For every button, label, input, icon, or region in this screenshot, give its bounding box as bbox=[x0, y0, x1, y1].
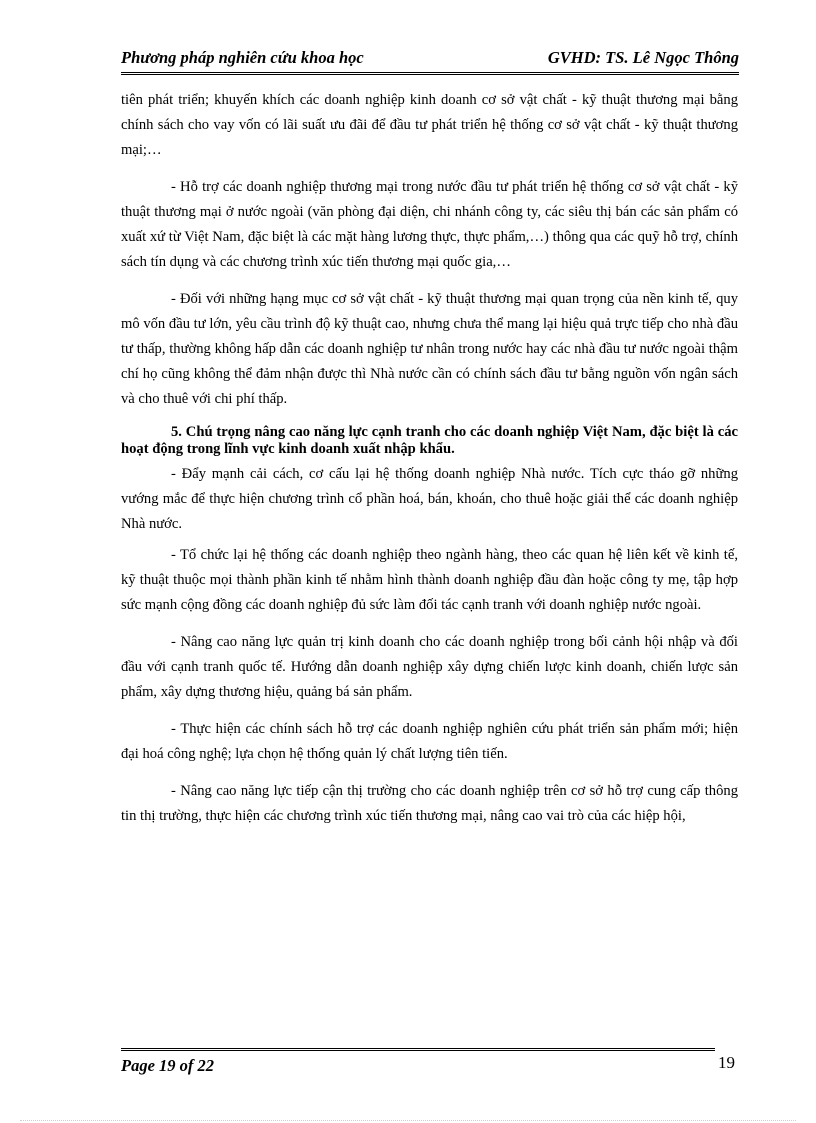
paragraph-management: - Nâng cao năng lực quản trị kinh doanh cho các doanh nghiệp trong bối cảnh hội nhập và đối đầu với cạnh tranh quốc tế. Hướng dẫn doanh nghiệp xây dựng chiến lược kinh doanh, chiến lược sản phẩm, xây dựng thương hiệu, quảng bá sản phẩm. bbox=[121, 634, 738, 700]
paragraph-support-overseas: - Hỗ trợ các doanh nghiệp thương mại trong nước đầu tư phát triển hệ thống cơ sở vật chất - kỹ thuật thương mại ở nước ngoài (văn phòng đại diện, chi nhánh công ty, các siêu thị bán các sản phẩm có xuất xứ từ Việt Nam, đặc biệt là các mặt hàng lương thực, thực phẩm,…) thông qua các quỹ hỗ trợ, chính sách tín dụng và các chương trình xúc tiến thương mại quốc gia,… bbox=[121, 179, 738, 270]
footer-page-label: Page 19 of 22 bbox=[121, 1056, 215, 1075]
paragraph-rnd-support: - Thực hiện các chính sách hỗ trợ các doanh nghiệp nghiên cứu phát triển sản phẩm mới; hiện đại hoá công nghệ; lựa chọn hệ thống quản lý chất lượng tiên tiến. bbox=[121, 721, 738, 762]
header-advisor: GVHD: TS. Lê Ngọc Thông bbox=[547, 48, 739, 67]
section-heading-5: 5. Chú trọng nâng cao năng lực cạnh tranh cho các doanh nghiệp Việt Nam, đặc biệt là các hoạt động trong lĩnh vực kinh doanh xuất nhập khẩu. bbox=[121, 424, 738, 457]
paragraph-market-access: - Nâng cao năng lực tiếp cận thị trường cho các doanh nghiệp trên cơ sở hỗ trợ cung cấp thông tin thị trường, thực hiện các chương trình xúc tiến thương mại, nâng cao vai trò của các hiệp hội, bbox=[121, 783, 738, 824]
header-course-title: Phương pháp nghiên cứu khoa học bbox=[121, 48, 364, 67]
paragraph-reform-soe: - Đẩy mạnh cải cách, cơ cấu lại hệ thống doanh nghiệp Nhà nước. Tích cực tháo gỡ những vướng mắc để thực hiện chương trình cổ phần hoá, bán, khoán, cho thuê hoặc giải thể các doanh nghiệp Nhà nước. bbox=[121, 466, 738, 532]
page-header bbox=[121, 46, 739, 75]
page-edge-divider bbox=[20, 1120, 796, 1121]
paragraph-reorganize: - Tổ chức lại hệ thống các doanh nghiệp theo ngành hàng, theo các quan hệ liên kết về kinh tế, kỹ thuật thuộc mọi thành phần kinh tế nhằm hình thành doanh nghiệp đầu đàn hoặc công ty mẹ, tập hợp sức mạnh cộng đồng các doanh nghiệp đủ sức làm đối tác cạnh tranh với doanh nghiệp nước ngoài. bbox=[121, 547, 738, 613]
footer-divider bbox=[121, 1048, 715, 1056]
paragraph-continued: tiên phát triển; khuyến khích các doanh nghiệp kinh doanh cơ sở vật chất - kỹ thuật thương mại bằng chính sách cho vay vốn có lãi suất ưu đãi để đầu tư phát triển hệ thống cơ sở vật chất - kỹ thuật thương mại;… bbox=[121, 92, 738, 158]
document-body bbox=[121, 88, 738, 841]
footer-page-number: 19 bbox=[718, 1053, 735, 1072]
paragraph-state-investment: - Đối với những hạng mục cơ sở vật chất - kỹ thuật thương mại quan trọng của nền kinh tế, quy mô vốn đầu tư lớn, yêu cầu trình độ kỹ thuật cao, nhưng chưa thể mang lại hiệu quả trực tiếp cho nhà đầu tư thấp, thường không hấp dẫn các doanh nghiệp tư nhân trong nước hay các nhà đầu tư nước ngoài thậm chí họ cũng không thể đảm nhận được thì Nhà nước cần có chính sách đầu tư bằng nguồn vốn ngân sách và cho thuê với chi phí thấp. bbox=[121, 291, 738, 407]
